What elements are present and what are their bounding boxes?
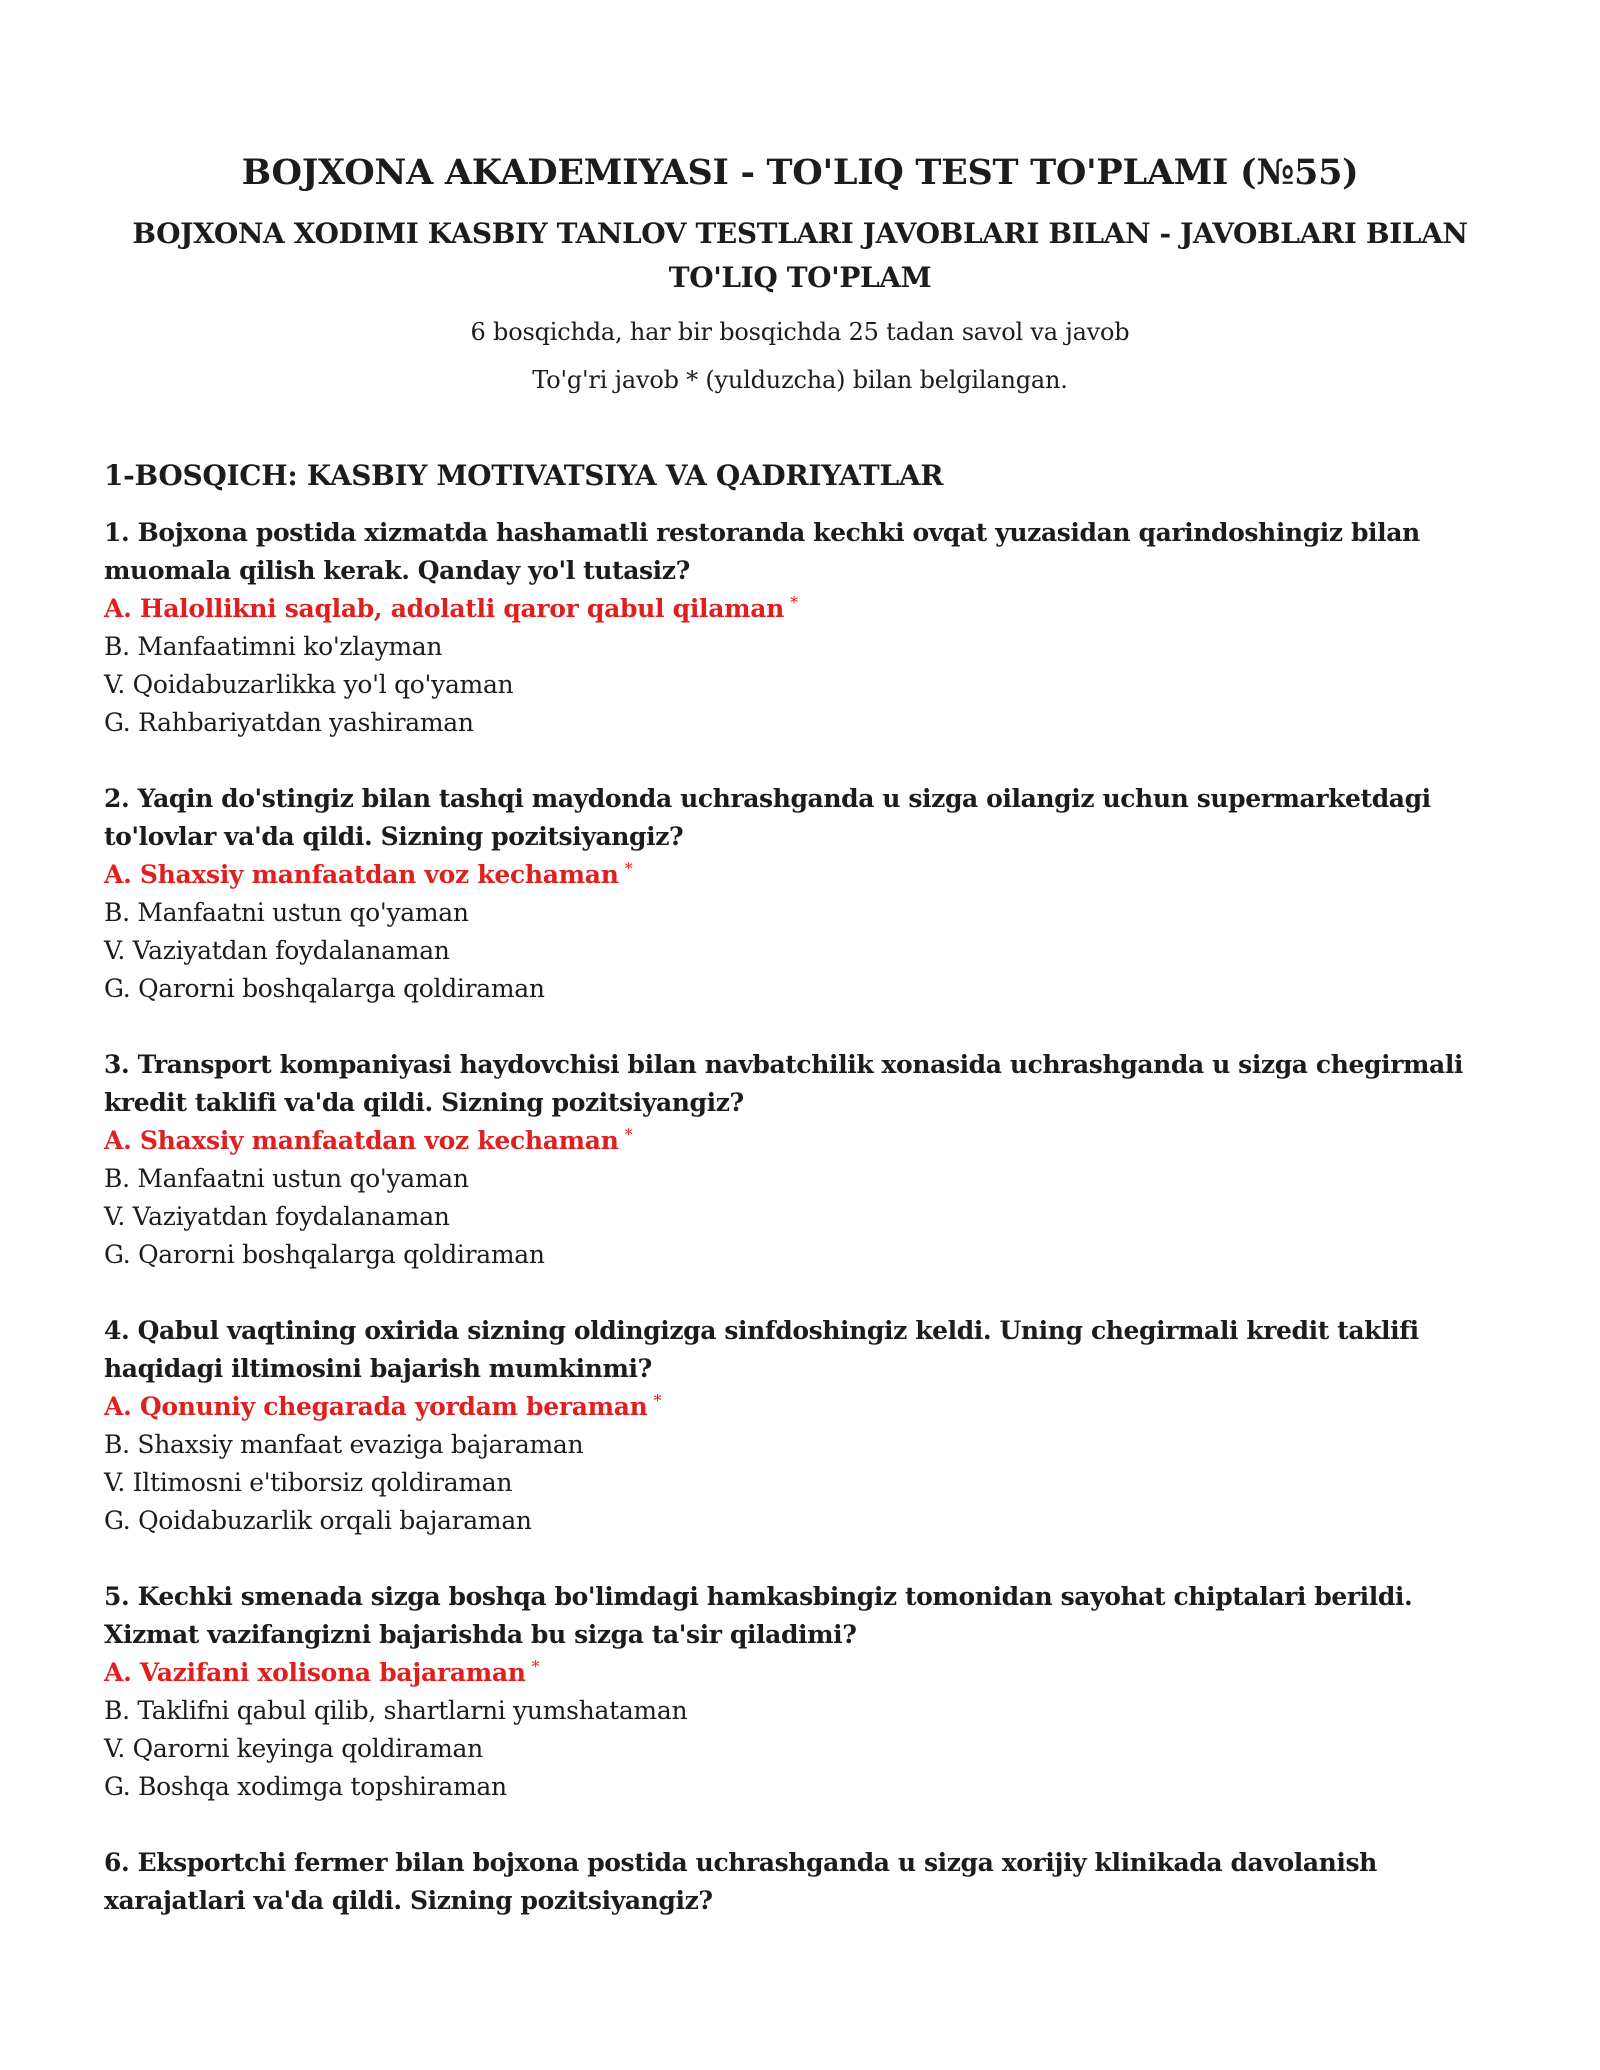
answer-options	[104, 1388, 1496, 1540]
question-5	[104, 1578, 1496, 1806]
info-line-stages: 6 bosqichda, har bir bosqichda 25 tadan savol va javob	[470, 318, 1130, 346]
correct-answer	[104, 856, 1496, 894]
answer-option-b: B. Taklifni qabul qilib, shartlarni yumshataman	[104, 1696, 688, 1725]
answer-label: A. Shaxsiy manfaatdan voz kechaman	[104, 860, 619, 889]
answer-option-g: G. Qarorni boshqalarga qoldiraman	[104, 974, 545, 1003]
question-text: 4. Qabul vaqtining oxirida sizning oldingizga sinfdoshingiz keldi. Uning chegirmali kredit taklifi haqidagi iltimosini bajarish mumkinmi?	[104, 1316, 1419, 1383]
question-1	[104, 514, 1496, 742]
correct-answer	[104, 1122, 1496, 1160]
answer-option-b: B. Manfaatni ustun qo'yaman	[104, 898, 469, 927]
answer-option-b: B. Manfaatimni ko'zlayman	[104, 632, 443, 661]
answer-option-v: V. Iltimosni e'tiborsiz qoldiraman	[104, 1468, 513, 1497]
answer-options	[104, 1654, 1496, 1806]
answer-option-v: V. Qoidabuzarlikka yo'l qo'yaman	[104, 670, 514, 699]
answer-option-g: G. Qoidabuzarlik orqali bajaraman	[104, 1506, 532, 1535]
correct-answer	[104, 590, 1496, 628]
answer-option-v: V. Vaziyatdan foydalanaman	[104, 1202, 450, 1231]
answer-option-v: V. Qarorni keyinga qoldiraman	[104, 1734, 483, 1763]
correct-answer	[104, 1388, 1496, 1426]
question-text: 2. Yaqin do'stingiz bilan tashqi maydonda uchrashganda u sizga oilangiz uchun supermarketdagi to'lovlar va'da qildi. Sizning pozitsiyangiz?	[104, 784, 1431, 851]
question-text: 3. Transport kompaniyasi haydovchisi bilan navbatchilik xonasida uchrashganda u sizga chegirmali kredit taklifi va'da qildi. Sizning pozitsiyangiz?	[104, 1050, 1464, 1117]
answer-option-v: V. Vaziyatdan foydalanaman	[104, 936, 450, 965]
document-subtitle: BOJXONA XODIMI KASBIY TANLOV TESTLARI JAVOBLARI BILAN - JAVOBLARI BILAN TO'LIQ TO'PLAM	[132, 217, 1468, 294]
answer-label: A. Halollikni saqlab, adolatli qaror qabul qilaman	[104, 594, 785, 623]
answer-option-g: G. Qarorni boshqalarga qoldiraman	[104, 1240, 545, 1269]
answer-label: A. Shaxsiy manfaatdan voz kechaman	[104, 1126, 619, 1155]
correct-star-marker: *	[624, 1124, 633, 1144]
answer-option-g: G. Boshqa xodimga topshiraman	[104, 1772, 507, 1801]
answer-options	[104, 1122, 1496, 1274]
correct-answer	[104, 1654, 1496, 1692]
answer-option-b: B. Manfaatni ustun qo'yaman	[104, 1164, 469, 1193]
correct-star-marker: *	[531, 1656, 540, 1676]
section-heading: 1-BOSQICH: KASBIY MOTIVATSIYA VA QADRIYATLAR	[104, 459, 944, 492]
question-text: 6. Eksportchi fermer bilan bojxona postida uchrashganda u sizga xorijiy klinikada davolanish xarajatlari va'da qildi. Sizning pozitsiyangiz?	[104, 1848, 1377, 1915]
question-3	[104, 1046, 1496, 1274]
answer-option-g: G. Rahbariyatdan yashiraman	[104, 708, 474, 737]
answer-option-b: B. Shaxsiy manfaat evaziga bajaraman	[104, 1430, 584, 1459]
question-4	[104, 1312, 1496, 1540]
question-2	[104, 780, 1496, 1008]
question-6	[104, 1844, 1496, 1920]
correct-star-marker: *	[624, 858, 633, 878]
info-line-legend: To'g'ri javob * (yulduzcha) bilan belgilangan.	[532, 366, 1068, 394]
document-title: BOJXONA AKADEMIYASI - TO'LIQ TEST TO'PLAMI (№55)	[241, 152, 1359, 193]
answer-options	[104, 590, 1496, 742]
answer-label: A. Vazifani xolisona bajaraman	[104, 1658, 526, 1687]
correct-star-marker: *	[653, 1390, 662, 1410]
answer-options	[104, 856, 1496, 1008]
question-text: 1. Bojxona postida xizmatda hashamatli restoranda kechki ovqat yuzasidan qarindoshingiz bilan muomala qilish kerak. Qanday yo'l tutasiz?	[104, 518, 1420, 585]
question-text: 5. Kechki smenada sizga boshqa bo'limdagi hamkasbingiz tomonidan sayohat chiptalari berildi. Xizmat vazifangizni bajarishda bu sizga ta'sir qiladimi?	[104, 1582, 1413, 1649]
correct-star-marker: *	[790, 592, 798, 612]
answer-label: A. Qonuniy chegarada yordam beraman	[104, 1392, 648, 1421]
